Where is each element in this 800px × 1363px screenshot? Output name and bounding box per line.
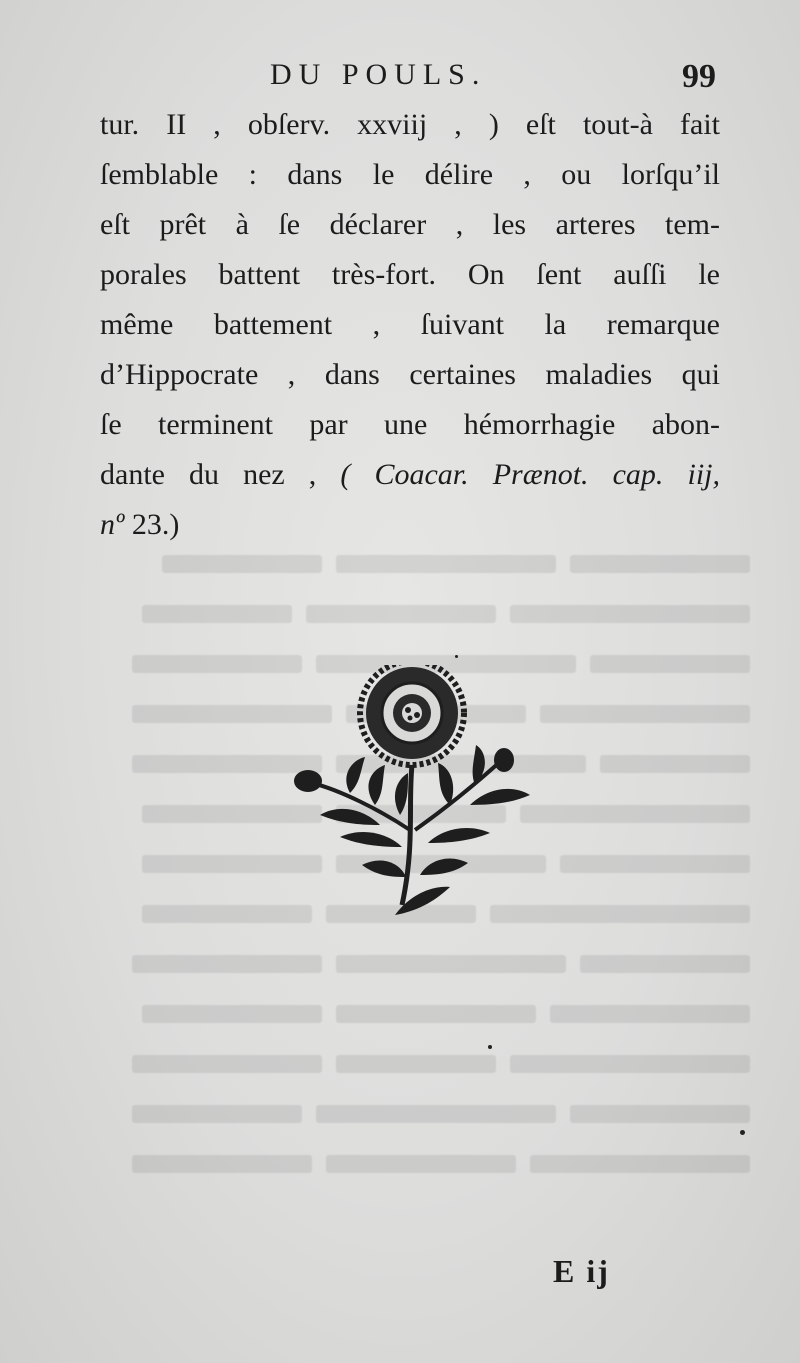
text-line-with-citation — [100, 450, 720, 500]
citation-italic: ( Coacar. Prænot. cap. iij, — [340, 458, 720, 491]
text-line: tur. II , obſerv. xxviij , ) eſt tout-à fait — [100, 108, 720, 141]
flower-ornament-icon — [290, 665, 540, 920]
text-fragment: dante du nez , — [100, 458, 317, 491]
text-line: même battement , ſuivant la remarque — [100, 308, 720, 341]
ink-speck — [455, 655, 458, 658]
text-line-final — [100, 500, 720, 550]
signature-mark: E ij — [553, 1253, 610, 1289]
text-line: ſe terminent par une hémorrhagie abon- — [100, 408, 720, 441]
number-abbrev-italic: nº — [100, 508, 125, 541]
ink-speck — [488, 1045, 492, 1049]
ink-speck — [740, 1130, 745, 1135]
citation-number: 23.) — [131, 508, 180, 541]
text-line: eſt prêt à ſe déclarer , les arteres tem- — [100, 208, 720, 241]
page-number: 99 — [682, 58, 716, 95]
running-head — [100, 58, 720, 98]
text-line: ſemblable : dans le délire , ou lorſqu’il — [100, 158, 720, 191]
text-line: d’Hippocrate , dans certaines maladies qui — [100, 358, 720, 391]
running-title: DU POULS. — [270, 58, 487, 91]
text-line: porales battent très-fort. On ſent auſſi le — [100, 258, 720, 291]
body-text — [100, 100, 720, 550]
